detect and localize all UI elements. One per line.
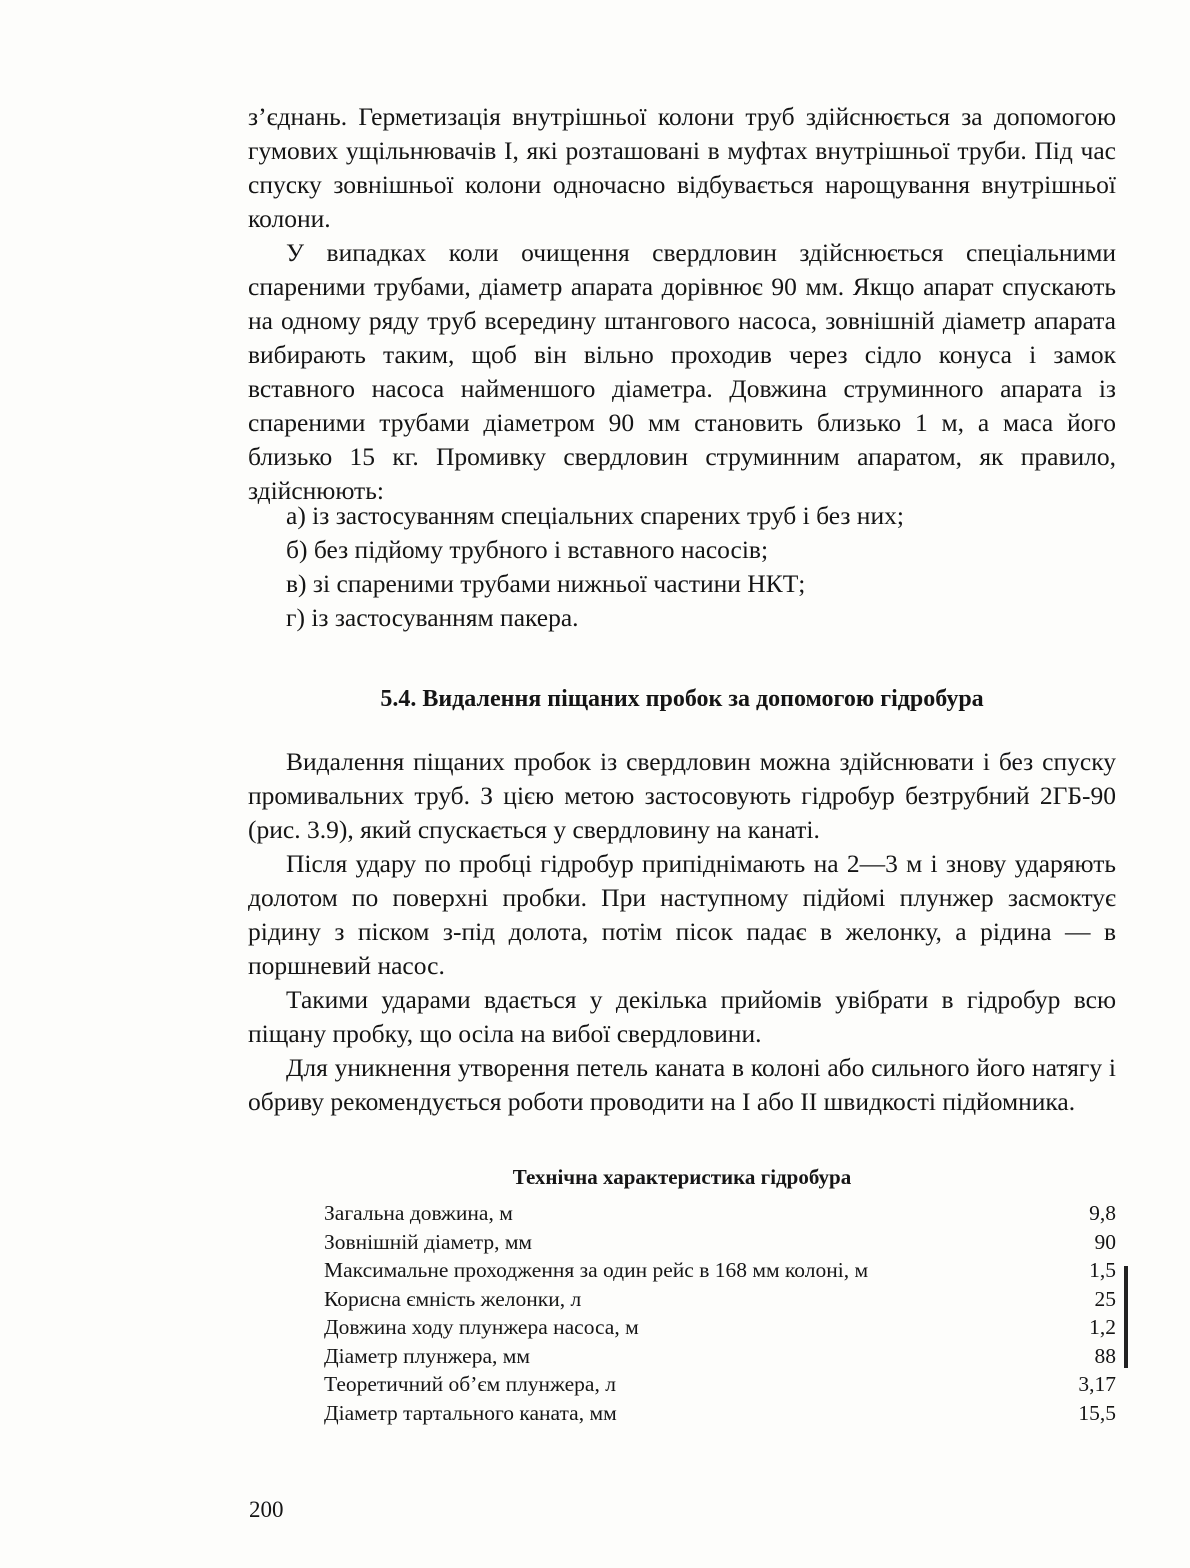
spec-row xyxy=(324,1199,1116,1228)
spec-label: Діаметр плунжера, мм xyxy=(324,1343,530,1368)
spec-row xyxy=(324,1285,1116,1314)
section-heading: 5.4. Видалення піщаних пробок за допомогою гідробура xyxy=(380,686,984,712)
spec-table xyxy=(324,1199,1116,1427)
spec-value: 1,5 xyxy=(1089,1258,1116,1282)
paragraph: Для уникнення утворення петель каната в колоні або сильного його натягу і обриву рекомендується роботи проводити на І або ІІ швидкості підйомника. xyxy=(248,1053,1116,1116)
list-item: б) без підйому трубного і вставного насосів; xyxy=(286,535,769,564)
spec-row xyxy=(324,1313,1116,1342)
paragraph: Після удару по пробці гідробур припіднімають на 2—3 м і знову ударяють долотом по поверхні пробки. При наступному підйомі плунжер засмоктує рідину з піском з-під долота, потім пісок падає в желонку, а рідина — в поршневий насос. xyxy=(248,849,1116,980)
spec-label: Довжина ходу плунжера насоса, м xyxy=(324,1315,639,1339)
spec-label: Загальна довжина, м xyxy=(324,1201,513,1225)
margin-mark xyxy=(1124,1266,1128,1368)
spec-value: 88 xyxy=(1094,1343,1116,1368)
list-item: в) зі спареними трубами нижньої частини НКТ; xyxy=(286,569,806,598)
paragraph: У випадках коли очищення свердловин здійснюється спеціальними спареними трубами, діаметр апарата дорівнює 90 мм. Якщо апарат спускають на одному ряду труб всередину штангового насоса, зовнішній діаметр апарата вибирають таким, щоб він вільно проходив через сідло конуса і замок вставного насоса найменшого діаметра. Довжина струминного апарата із спареними трубами діаметром 90 мм становить близько 1 м, а маса його близько 15 кг. Промивку свердловин струминним апаратом, як правило, здійснюють: xyxy=(248,238,1116,505)
paragraph: Видалення піщаних пробок із свердловин можна здійснювати і без спуску промивальних труб. З цією метою застосовують гідробур безтрубний 2ГБ-90 (рис. 3.9), який спускається у свердловину на канаті. xyxy=(248,747,1116,844)
spec-row xyxy=(324,1256,1116,1285)
paragraph: з’єднань. Герметизація внутрішньої колони труб здійснюється за допомогою гумових ущільнювачів І, які розташовані в муфтах внутрішньої труби. Під час спуску зовнішньої колони одночасно відбувається нарощування внутрішньої колони. xyxy=(248,102,1116,233)
spec-value: 90 xyxy=(1094,1229,1116,1254)
spec-row xyxy=(324,1399,1116,1428)
spec-label: Корисна ємність желонки, л xyxy=(324,1286,582,1311)
method-list xyxy=(286,499,1116,635)
spec-label: Максимальне проходження за один рейс в 168 мм колоні, м xyxy=(324,1258,869,1282)
spec-label: Діаметр тартального каната, мм xyxy=(324,1400,617,1425)
spec-value: 1,2 xyxy=(1089,1315,1116,1339)
spec-title: Технічна характеристика гідробура xyxy=(512,1165,852,1189)
paragraph: Такими ударами вдається у декілька прийомів увібрати в гідробур всю піщану пробку, що осіла на вибої свердловини. xyxy=(248,985,1116,1048)
spec-value: 25 xyxy=(1094,1286,1116,1311)
spec-row xyxy=(324,1370,1116,1399)
spec-value: 9,8 xyxy=(1089,1201,1116,1225)
spec-label: Зовнішній діаметр, мм xyxy=(324,1229,533,1254)
spec-value: 3,17 xyxy=(1078,1372,1116,1396)
page-number: 200 xyxy=(249,1497,284,1522)
list-item: а) із застосуванням спеціальних спарених труб і без них; xyxy=(286,501,904,530)
spec-value: 15,5 xyxy=(1078,1400,1116,1425)
spec-label: Теоретичний об’єм плунжера, л xyxy=(324,1372,616,1396)
spec-row xyxy=(324,1228,1116,1257)
section-text xyxy=(248,745,1116,1119)
list-item: г) із застосуванням пакера. xyxy=(286,603,579,632)
intro-text xyxy=(248,100,1116,508)
spec-row xyxy=(324,1342,1116,1371)
